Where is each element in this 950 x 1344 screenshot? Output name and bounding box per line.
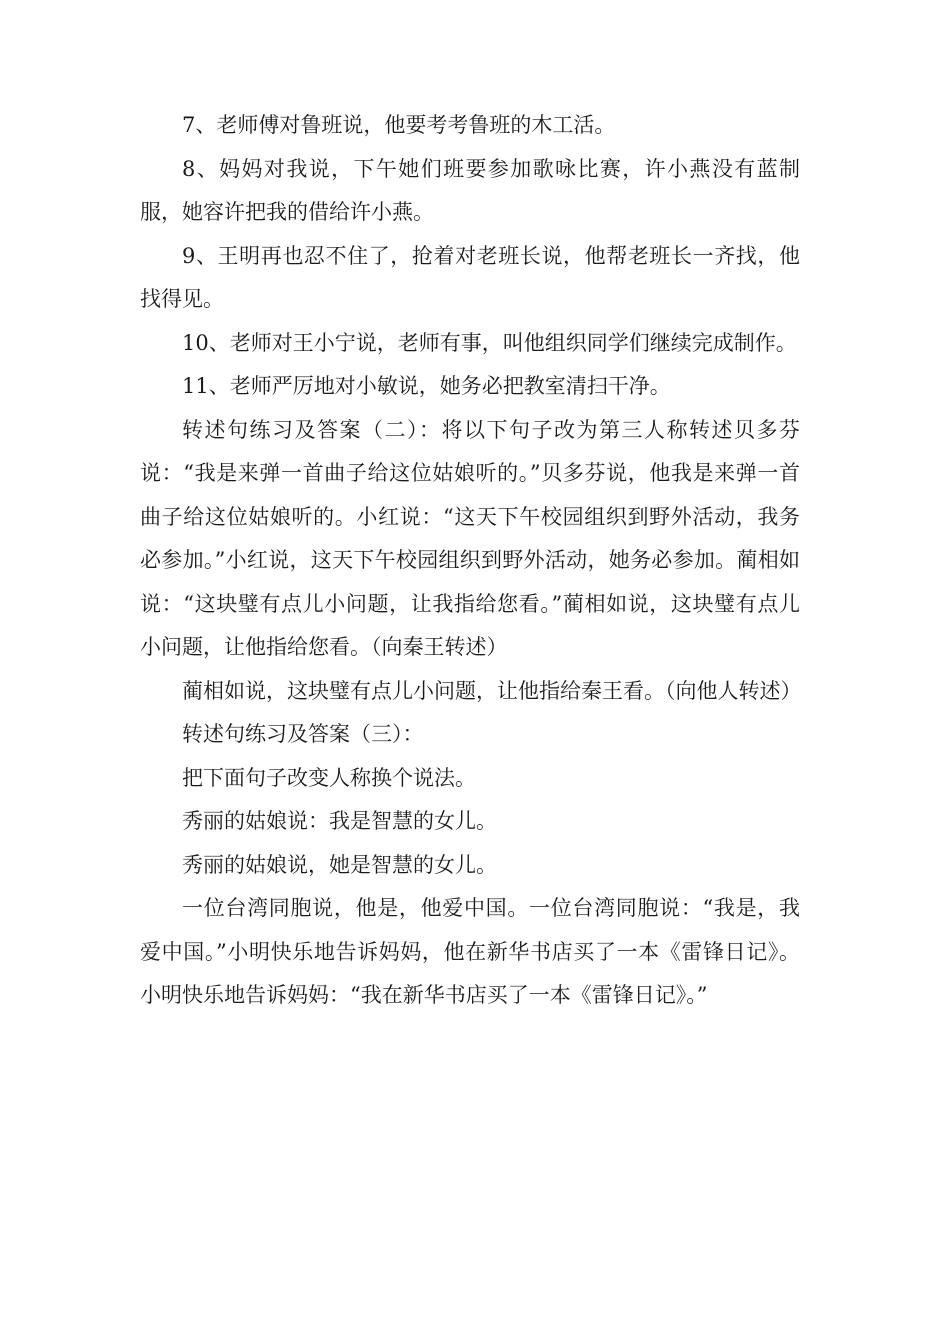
section-heading-3: 转述句练习及答案（三）： [182,722,424,746]
paragraph-5: 11、老师严厉地对小敏说，她务必把教室清扫干净。 [182,374,671,398]
paragraph-9: 把下面句子改变人称换个说法。 [182,765,476,790]
paragraph-6: 转述句练习及答案（二）：将以下句子改为第三人称转述贝多芬说：“我是来弹一首曲子给这位姑娘听的。”贝多芬说，他我是来弹一首曲子给这位姑娘听的。小红说：“这天下午校园组织到野外活动，我务必参加。”小红说，这天下午校园组织到野外活动，她务必参加。蔺相如说：“这块璧有点儿小问题，让我指给您看。”蔺相如说，这块璧有点儿小问题，让他指给您看。（向秦王转述） [140,417,800,659]
paragraph-3: 9、王明再也忍不住了，抢着对老班长说，他帮老班长一齐找，他找得见。 [140,243,800,311]
document-body [140,104,800,1018]
paragraph-7: 蔺相如说，这块璧有点儿小问题，让他指给秦王看。（向他人转述） [182,678,802,703]
paragraph-10: 秀丽的姑娘说：我是智慧的女儿。 [182,809,497,833]
paragraph-2: 8、妈妈对我说，下午她们班要参加歌咏比赛，许小燕没有蓝制服，她容许把我的借给许小燕。 [140,156,800,224]
paragraph-4: 10、老师对王小宁说，老师有事，叫他组织同学们继续完成制作。 [182,330,797,355]
paragraph-1: 7、老师傅对鲁班说，他要考考鲁班的木工活。 [182,113,616,137]
paragraph-12: 一位台湾同胞说，他是，他爱中国。一位台湾同胞说：“我是，我爱中国。”小明快乐地告诉妈妈，他在新华书店买了一本《雷锋日记》。小明快乐地告诉妈妈：“我在新华书店买了一本《雷锋日记》。” [140,896,800,1007]
paragraph-11: 秀丽的姑娘说，她是智慧的女儿。 [182,852,497,877]
